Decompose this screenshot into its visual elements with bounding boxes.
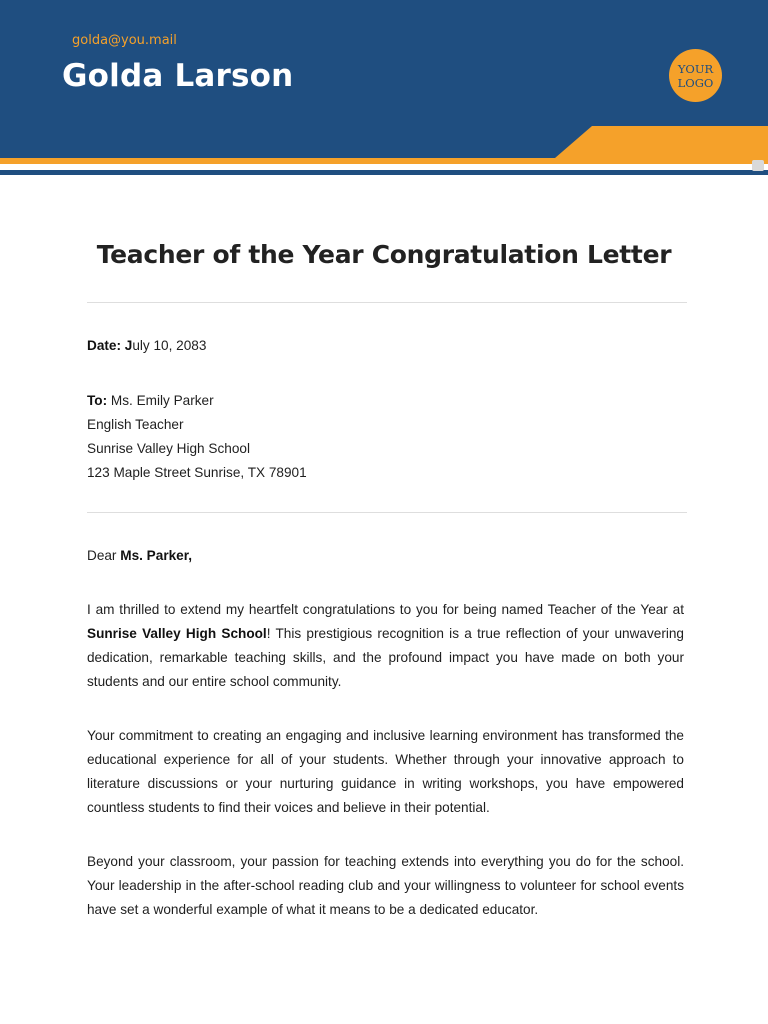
recipient-school: Sunrise Valley High School [87, 441, 250, 456]
logo-placeholder [669, 49, 722, 102]
divider-middle [87, 512, 687, 513]
paragraph-3: Beyond your classroom, your passion for teaching extends into everything you do for the school. Your leadership in the after-school reading club and your willingness to volunteer for school events have set a wonderful example of what it means to be a dedicated educator. [87, 854, 684, 917]
recipient-name: Ms. Emily Parker [110, 393, 214, 408]
logo-text-line1: YOUR [677, 61, 714, 76]
greeting-name: Ms. Parker, [120, 548, 193, 563]
page-corner-icon [752, 160, 764, 171]
header-email: golda@you.mail [72, 33, 177, 48]
paragraph-1-end: ! This prestigious recognition is a true reflection of your unwavering dedication, remarkable teaching skills, and the profound impact you have made on both your students and our entire school community. [87, 626, 684, 689]
logo-text-line2: LOGO [677, 75, 714, 90]
paragraph-1-start: I am thrilled to extend my heartfelt congratulations to you for being named Teacher of the Year at [87, 602, 684, 617]
recipient-block [87, 389, 684, 485]
greeting [87, 544, 684, 568]
paragraph-2: Your commitment to creating an engaging and inclusive learning environment has transformed the educational experience for all of your students. Whether through your innovative approach to literature discussions or your nurturing guidance in writing workshops, you have empowered countless students to find their voices and believe in their potential. [87, 728, 684, 815]
letterhead [0, 0, 768, 176]
paragraph-1 [87, 598, 684, 694]
greeting-prefix: Dear [87, 548, 121, 563]
divider-top [87, 302, 687, 303]
recipient-title: English Teacher [87, 417, 184, 432]
date-value: uly 10, 2083 [132, 338, 207, 353]
to-label: To: [87, 393, 108, 408]
header-name: Golda Larson [62, 58, 294, 94]
date-label: Date: J [87, 338, 133, 353]
letter-title: Teacher of the Year Congratulation Letter [96, 240, 672, 269]
date-line [87, 334, 684, 358]
paragraph-1-school: Sunrise Valley High School [87, 626, 267, 641]
recipient-address: 123 Maple Street Sunrise, TX 78901 [87, 465, 307, 480]
